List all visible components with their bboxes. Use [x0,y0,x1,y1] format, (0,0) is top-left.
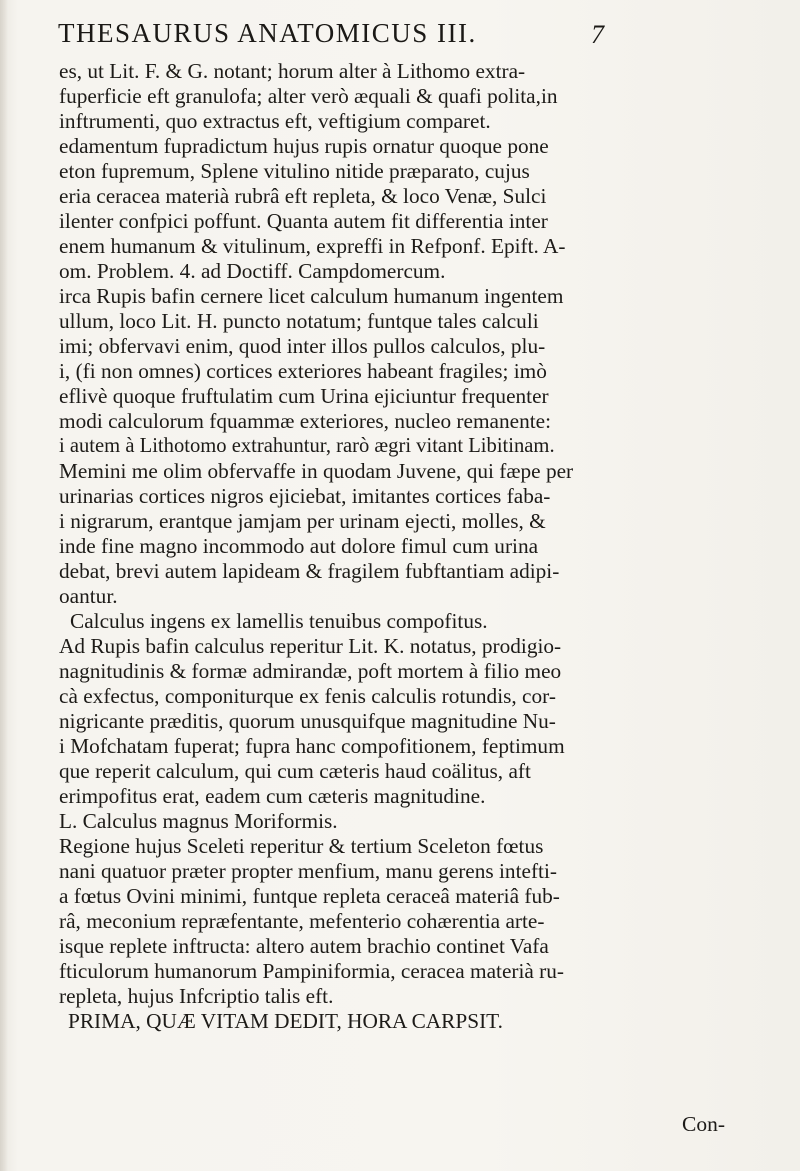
text-line: modi calculorum fquammæ exteriores, nucleo remanente: [59,409,552,433]
section-heading: L. Calculus magnus Moriformis. [59,809,338,833]
text-line: eflivè quoque fruftulatim cum Urina ejiciuntur frequenter [59,384,549,408]
section-heading: Calculus ingens ex lamellis tenuibus compofitus. [70,609,488,633]
running-head: THESAURUS ANATOMICUS III. [58,18,477,48]
text-line: imi; obfervavi enim, quod inter illos pullos calculos, plu- [59,334,546,358]
text-line: cà exfectus, componiturque ex fenis calculis rotundis, cor- [59,684,556,708]
gutter-shadow [0,0,8,1171]
text-line: inde fine magno incommodo aut dolore fimul cum urina [59,534,539,558]
text-line: i, (fi non omnes) cortices exteriores habeant fragiles; imò [59,359,547,383]
page-number: 7 [591,20,604,49]
text-line: i nigrarum, erantque jamjam per urinam ejecti, molles, & [59,509,546,533]
text-line: eton fupremum, Splene vitulino nitide præparato, cujus [59,159,530,183]
inscription: PRIMA, QUÆ VITAM DEDIT, HORA CARPSIT. [68,1009,503,1033]
text-line: inftrumenti, quo extractus eft, veftigium comparet. [59,109,491,133]
catchword: Con- [682,1112,725,1136]
text-line: Memini me olim obfervaffe in quodam Juvene, qui fæpe per [59,459,574,483]
text-line: Regione hujus Sceleti reperitur & tertium Sceleton fœtus [59,834,544,858]
text-line: nigricante præditis, quorum unusquifque magnitudine Nu- [59,709,556,733]
text-line: isque replete inftructa: altero autem brachio continet Vafa [59,934,549,958]
page-header [0,14,800,54]
text-line: i Mofchatam fuperat; fupra hanc compofitionem, feptimum [59,734,565,758]
text-line: debat, brevi autem lapideam & fragilem fubftantiam adipi- [59,559,560,583]
text-line: oantur. [59,584,118,608]
text-line: fuperficie eft granulofa; alter verò æquali & quafi polita,in [59,84,558,108]
text-line: i autem à Lithotomo extrahuntur, rarò ægri vitant Libitinam. [59,435,555,457]
text-line: nagnitudinis & formæ admirandæ, poft mortem à filio meo [59,659,562,683]
text-line: râ, meconium repræfentante, mefenterio cohærentia arte- [59,909,545,933]
text-line: es, ut Lit. F. & G. notant; horum alter à Lithomo extra- [59,59,526,83]
text-line: eria ceracea materià rubrâ eft repleta, & loco Venæ, Sulci [59,184,547,208]
text-line: erimpofitus erat, eadem cum cæteris magnitudine. [59,784,486,808]
text-line: edamentum fupradictum hujus rupis ornatur quoque pone [59,134,549,158]
text-line: repleta, hujus Infcriptio talis eft. [59,984,334,1008]
text-line: ilenter confpici poffunt. Quanta autem fit differentia inter [59,209,548,233]
text-line: om. Problem. 4. ad Doctiff. Campdomercum. [59,259,446,283]
text-line: a fœtus Ovini minimi, funtque repleta ceraceâ materiâ fub- [59,884,560,908]
text-line: ullum, loco Lit. H. puncto notatum; funtque tales calculi [59,309,539,333]
text-line: nani quatuor præter propter menfium, manu gerens intefti- [59,859,557,883]
text-line: que reperit calculum, qui cum cæteris haud coälitus, aft [59,759,531,783]
text-line: irca Rupis bafin cernere licet calculum humanum ingentem [59,284,564,308]
text-line: fticulorum humanorum Pampiniformia, ceracea materià ru- [59,959,565,983]
text-line: urinarias cortices nigros ejiciebat, imitantes cortices faba- [59,484,551,508]
text-line: enem humanum & vitulinum, expreffi in Refponf. Epift. A- [59,234,566,258]
text-line: Ad Rupis bafin calculus reperitur Lit. K. notatus, prodigio- [59,634,562,658]
